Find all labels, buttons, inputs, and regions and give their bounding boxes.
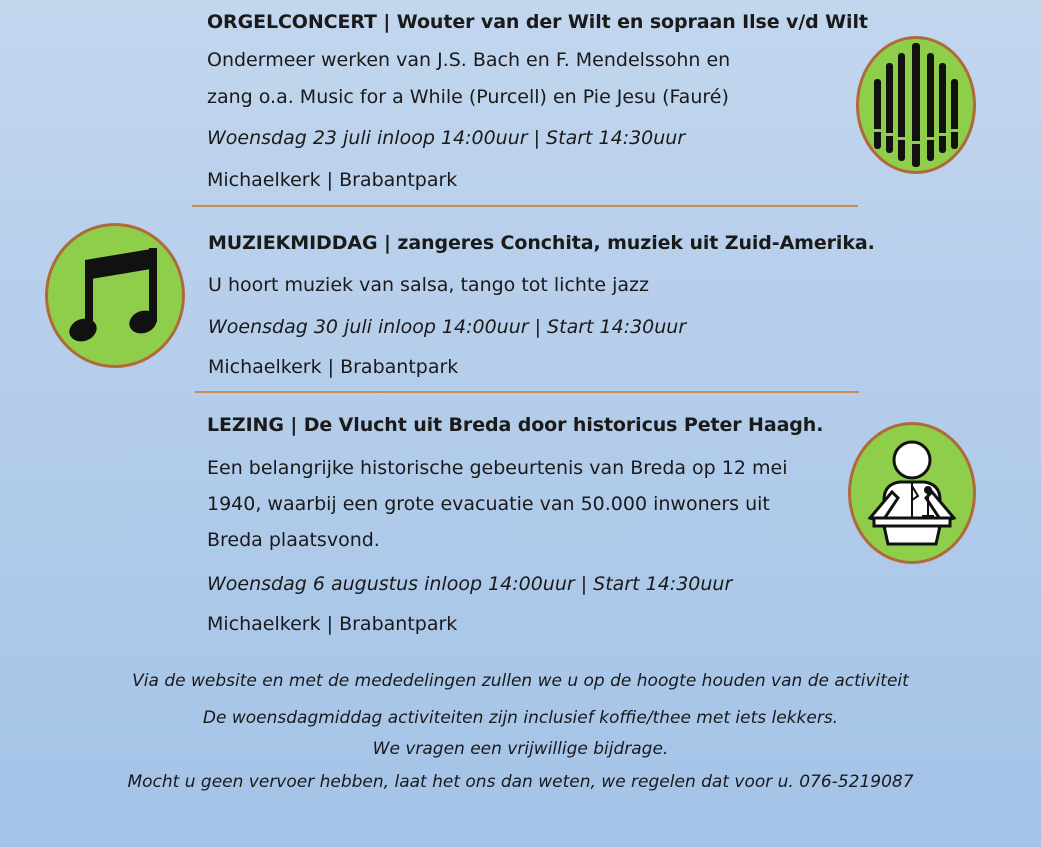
event-description-line: Ondermeer werken van J.S. Bach en F. Mendelssohn en [207, 49, 731, 71]
speaker-podium-icon [848, 422, 976, 564]
event-location: Michaelkerk | Brabantpark [208, 356, 459, 378]
divider [195, 391, 859, 393]
footer-line: Mocht u geen vervoer hebben, laat het ons dan weten, we regelen dat voor u. 076-5219087 [127, 772, 914, 792]
event-description-line: 1940, waarbij een grote evacuatie van 50.000 inwoners uit [207, 493, 770, 515]
event-description-line: zang o.a. Music for a While (Purcell) en Pie Jesu (Fauré) [207, 86, 729, 108]
event-title: LEZING | De Vlucht uit Breda door historicus Peter Haagh. [207, 414, 824, 436]
event-datetime: Woensdag 23 juli inloop 14:00uur | Start 14:30uur [207, 127, 686, 149]
event-lezing [207, 410, 823, 642]
event-orgelconcert [207, 8, 868, 200]
divider [192, 205, 858, 207]
music-note-icon [45, 223, 185, 368]
event-location: Michaelkerk | Brabantpark [207, 613, 458, 635]
footer-line: We vragen een vrijwillige bijdrage. [372, 739, 669, 759]
event-description-line: Een belangrijke historische gebeurtenis van Breda op 12 mei [207, 457, 788, 479]
footer-line: Via de website en met de mededelingen zullen we u op de hoogte houden van de activiteit [132, 671, 909, 691]
event-location: Michaelkerk | Brabantpark [207, 169, 458, 191]
organ-pipes-icon [856, 36, 976, 174]
event-datetime: Woensdag 30 juli inloop 14:00uur | Start 14:30uur [208, 316, 687, 338]
event-title: ORGELCONCERT | Wouter van der Wilt en sopraan Ilse v/d Wilt [207, 11, 868, 33]
footer-line: De woensdagmiddag activiteiten zijn inclusief koffie/thee met iets lekkers. [202, 708, 839, 728]
event-datetime: Woensdag 6 augustus inloop 14:00uur | Start 14:30uur [207, 573, 733, 595]
event-description-line: Breda plaatsvond. [207, 529, 380, 551]
event-title: MUZIEKMIDDAG | zangeres Conchita, muziek uit Zuid-Amerika. [208, 232, 875, 254]
event-description-line: U hoort muziek van salsa, tango tot lichte jazz [208, 274, 649, 296]
event-muziekmiddag [208, 225, 875, 387]
